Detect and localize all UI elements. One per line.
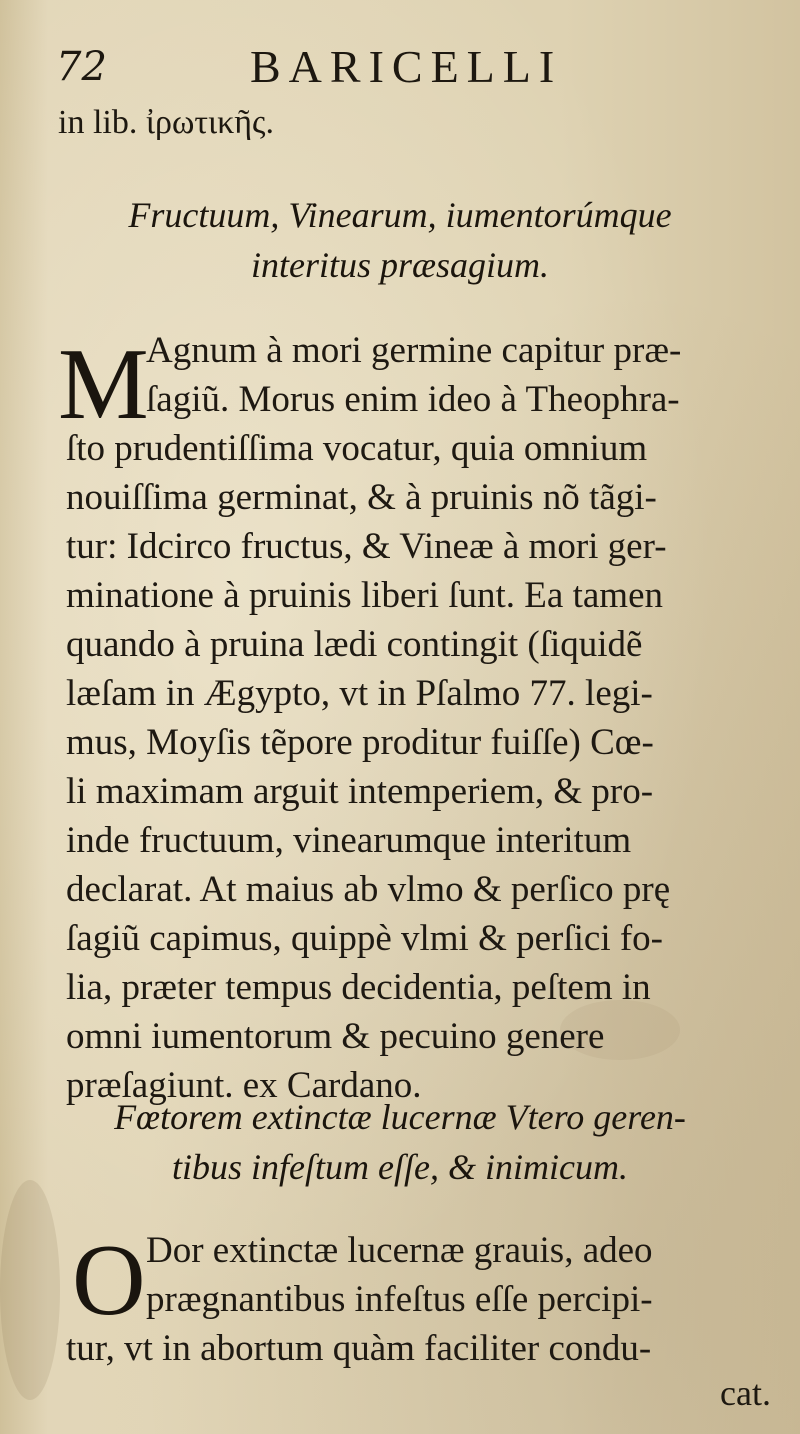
section-title-line: Fœtorem extinctæ lucernæ Vtero geren- — [114, 1097, 686, 1137]
body-paragraph — [66, 326, 776, 1110]
section-title-line: interitus præsagium. — [250, 245, 550, 285]
text-line: prægnantibus infeſtus eſſe percipi- — [146, 1279, 653, 1320]
body-paragraph — [66, 1226, 776, 1373]
text-line: præſagiunt. ex Cardano. — [66, 1065, 422, 1106]
section-title — [50, 190, 750, 290]
page-header — [50, 40, 750, 100]
text-line: læſam in Ægypto, vt in Pſalmo 77. legi- — [66, 673, 653, 714]
text-line: ſto prudentiſſima vocatur, quia omnium — [66, 428, 648, 469]
text-line: tur: Idcirco fructus, & Vineæ à mori ger- — [66, 526, 667, 567]
text-line: nouiſſima germinat, & à pruinis nõ tãgi- — [66, 477, 657, 518]
catchword: cat. — [720, 1373, 771, 1413]
text-line: li maximam arguit intemperiem, & pro- — [66, 771, 654, 812]
text-line: tur, vt in abortum quàm faciliter condu- — [66, 1328, 652, 1369]
section-title — [50, 1092, 750, 1192]
text-line: ſagiũ. Morus enim ideo à Theophra- — [146, 379, 680, 420]
text-line: minatione à pruinis liberi ſunt. Ea tamen — [66, 575, 663, 616]
text-line: inde fructuum, vinearumque interitum — [66, 820, 632, 861]
paper-stain — [0, 1180, 60, 1400]
section-title-line: Fructuum, Vinearum, iumentorúmque — [128, 195, 672, 235]
running-subhead: in lib. ἰρωτικῆς. — [58, 104, 275, 141]
text-line: mus, Moyſis tẽpore proditur fuiſſe) Cœ- — [66, 722, 654, 763]
text-line: omni iumentorum & pecuino genere — [66, 1016, 605, 1057]
running-title: BARICELLI — [250, 41, 563, 92]
text-line: lia, præter tempus decidentia, peſtem in — [66, 967, 651, 1008]
text-line: ſagiũ capimus, quippè vlmi & perſici fo- — [66, 918, 664, 959]
text-line: quando à pruina lædi contingit (ſiquidẽ — [66, 624, 643, 665]
text-line: Agnum à mori germine capitur præ- — [146, 330, 682, 371]
drop-capital: O — [72, 1224, 146, 1337]
drop-capital: M — [58, 328, 149, 441]
text-line: declarat. At maius ab vlmo & perſico prę — [66, 869, 671, 910]
text-line: Dor extinctæ lucernæ grauis, adeo — [146, 1230, 653, 1271]
section-title-line: tibus infeſtum eſſe, & inimicum. — [172, 1147, 628, 1187]
page-number: 72 — [56, 44, 107, 90]
